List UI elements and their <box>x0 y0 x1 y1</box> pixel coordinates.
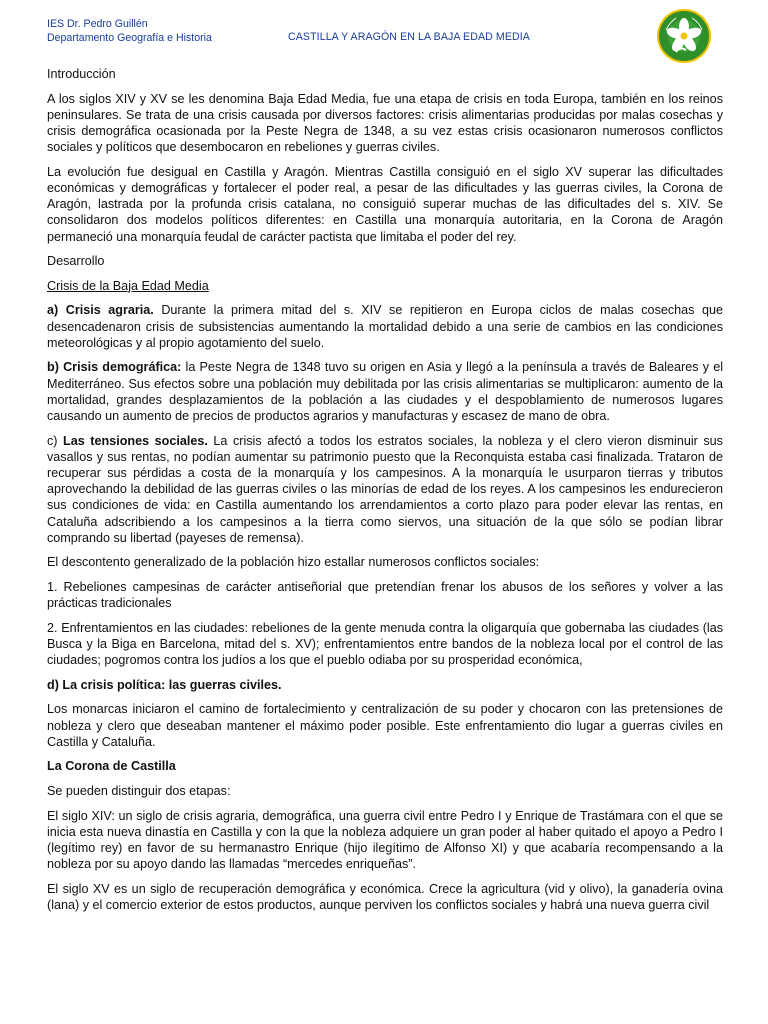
intro-paragraph-1: A los siglos XIV y XV se les denomina Baja Edad Media, fue una etapa de crisis en toda Europa, también en los reinos peninsulares. Se trata de una crisis causada por diversos factores: crisis alimentarias producidas por malas cosechas y crisis demográfica ocasionada por la Peste Negra de 1348, a su vez estas crisis ocasionaron numerosos conflictos sociales y políticos que desembocaron en rebeliones y guerras civiles. <box>47 91 723 155</box>
school-name: IES Dr. Pedro Guillén <box>47 18 148 30</box>
crisis-heading-text: Crisis de la Baja Edad Media <box>47 278 209 293</box>
stages-paragraph: Se pueden distinguir dos etapas: <box>47 783 231 798</box>
tensiones-sociales-text: La crisis afectó a todos los estratos sociales, la nobleza y el clero vieron disminuir sus vasallos y sus rentas, no podían aumentar su patrimonio puesto que la Reconquista estaba casi finalizada. Trataron de recuperar sus pérdidas a costa de la monarquía y los campesinos. A la monarquía le usurparon tierras y tributos aprovechando la debilidad de las guerras civiles o las minorías de edad de los reyes. A los campesinos les endurecieron sus condiciones de vida: en Castilla aumentando los arrendamientos a corto plazo para poder elevar las rentas, en Cataluña adscribiendo a los campesinos a la tierra como siervos, una situación de la que sólo se podían librar comprando su libertad (payeses de remensa). <box>47 433 723 545</box>
intro-paragraph-2: La evolución fue desigual en Castilla y Aragón. Mientras Castilla consiguió en el siglo XV superar las dificultades económicas y demográficas y fortalecer el poder real, a pesar de las dificultades y las guerras civiles, la Corona de Aragón, lastrada por la profunda crisis catalana, no consiguió superar muchas de las dificultades del s. XIV. Se consolidaron dos modelos políticos diferentes: en Castilla una monarquía autoritaria, en la Corona de Aragón permaneció una monarquía feudal de carácter pactista que limitaba el poder del rey. <box>47 164 723 244</box>
crisis-agraria-text: Durante la primera mitad del s. XIV se repitieron en Europa ciclos de malas cosechas que desencadenaron crisis de subsistencias aumentando la mortalidad debido a una serie de cambios en las condiciones meteorológicas y al propio agotamiento del suelo. <box>47 303 724 350</box>
document-title: CASTILLA Y ARAGÓN EN LA BAJA EDAD MEDIA <box>288 31 530 43</box>
crisis-politica-heading <box>47 677 723 693</box>
page-header <box>0 0 768 66</box>
department-name: Departamento Geografía e Historia <box>47 32 212 44</box>
crisis-agraria-label: a) Crisis agraria. <box>47 303 154 318</box>
tensiones-prefix: c) <box>47 433 64 448</box>
conflict-item-1: 1. Rebeliones campesinas de carácter antiseñorial que pretendían frenar los abusos de los señores y volver a las prácticas tradicionales <box>47 580 723 611</box>
crisis-agraria-paragraph <box>47 302 723 351</box>
tensiones-sociales-paragraph <box>47 433 723 546</box>
development-heading: Desarrollo <box>47 254 105 269</box>
tensiones-sociales-label: Las tensiones sociales. <box>63 433 208 448</box>
header-institution <box>47 17 212 45</box>
crisis-heading <box>47 278 723 294</box>
intro-heading: Introducción <box>47 67 116 81</box>
crisis-demografica-paragraph <box>47 359 723 424</box>
document-body <box>47 66 723 922</box>
castile-heading-text: La Corona de Castilla <box>47 759 176 774</box>
xv-century-paragraph: El siglo XV es un siglo de recuperación demográfica y económica. Crece la agricultura (vid y olivo), la ganadería ovina (lana) y el comercio exterior de estos productos, aunque perviven los conflictos sociales y habrá una nueva guerra civil <box>47 881 723 912</box>
school-logo-icon <box>656 8 712 64</box>
xiv-century-paragraph: El siglo XIV: un siglo de crisis agraria, demográfica, una guerra civil entre Pedro I y Enrique de Trastámara con el que se inicia esta nueva dinastía en Castilla y con la que la nobleza adquiere un gran poder al haber quitado el apoyo a Pedro I (legítimo rey) en favor de su hermanastro Enrique (hijo ilegítimo de Alfonso XI) y que acabaría recompensando a la nobleza por su apoyo dando las llamadas “mercedes enriqueñas”. <box>47 808 723 872</box>
crisis-politica-label: d) La crisis política: las guerras civiles. <box>47 677 282 692</box>
crisis-demografica-text: la Peste Negra de 1348 tuvo su origen en Asia y llegó a la península a través de Baleares y el Mediterráneo. Sus efectos sobre una población muy debilitada por las crisis alimentarias se multiplicaron: aumento de la mortalidad, grandes desplazamientos de la población a las ciudades y el despoblamiento de numerosos lugares causando un aumento de precios de productos agrarios y manufacturas y escasez de mano de obra. <box>47 360 723 423</box>
conflict-item-2: 2. Enfrentamientos en las ciudades: rebeliones de la gente menuda contra la oligarquía que gobernaba las ciudades (las Busca y la Biga en Barcelona, mitad del s. XV); enfrentamientos entre bandos de la nobleza local por el control de las ciudades; pogromos contra los judíos a los que el pueblo odiaba por su prosperidad económica, <box>47 620 723 668</box>
castile-heading <box>47 758 723 774</box>
discontent-paragraph: El descontento generalizado de la población hizo estallar numerosos conflictos sociales: <box>47 555 540 570</box>
monarchs-paragraph: Los monarcas iniciaron el camino de fortalecimiento y centralización de su poder y chocaron con las pretensiones de nobleza y clero que deseaban mantener el máximo poder posible. Este enfrentamiento dio lugar a guerras civiles en Castilla y Cataluña. <box>47 702 723 749</box>
crisis-demografica-label: b) Crisis demográfica: <box>47 360 182 375</box>
